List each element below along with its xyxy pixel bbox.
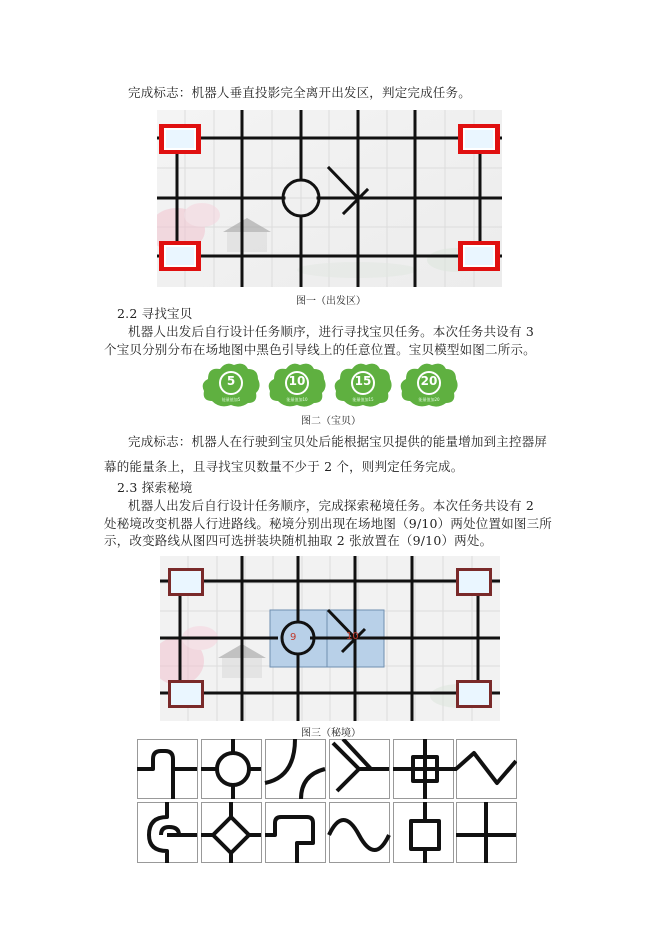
section-2-completion-line2: 幕的能量条上，且寻找宝贝数量不少于 2 个，则判定任务完成。 bbox=[104, 459, 464, 474]
figure-1-caption: 图一（出发区） bbox=[296, 296, 366, 307]
section-3-heading: 2.3 探索秘境 bbox=[117, 480, 193, 495]
treasure-label: 能量值加20 bbox=[418, 397, 440, 402]
start-zone-map-graphic bbox=[157, 110, 502, 287]
figure-1-start-zone-map bbox=[157, 110, 502, 287]
path-tile-set bbox=[137, 739, 517, 863]
treasure-badge bbox=[398, 361, 460, 411]
section-3-para-line2: 处秘境改变机器人行进路线。秘境分别出现在场地图（9/10）两处位置如图三所 bbox=[104, 516, 552, 531]
treasure-badge bbox=[200, 361, 262, 411]
treasure-badge-row bbox=[200, 361, 462, 411]
section-3-para-line1: 机器人出发后自行设计任务顺序，完成探索秘境任务。本次任务共设有 2 bbox=[128, 498, 535, 513]
treasure-badge bbox=[266, 361, 328, 411]
treasure-value: 5 bbox=[226, 374, 236, 388]
section-3-para-line3: 示，改变路线从图四可选拼装块随机抽取 2 张放置在（9/10）两处。 bbox=[104, 533, 493, 548]
figure-2-caption: 图二（宝贝） bbox=[301, 416, 361, 427]
treasure-value: 15 bbox=[354, 374, 372, 388]
secret-realm-map-graphic bbox=[160, 556, 500, 721]
treasure-value: 10 bbox=[288, 374, 306, 388]
treasure-value: 20 bbox=[420, 374, 438, 388]
treasure-label: 能量值加10 bbox=[286, 397, 308, 402]
treasure-label: 能量值加5 bbox=[221, 397, 241, 402]
figure-3-caption: 图三（秘境） bbox=[301, 728, 361, 739]
completion-criteria-text-1: 完成标志：机器人垂直投影完全离开出发区，判定完成任务。 bbox=[128, 85, 471, 100]
section-2-para-line1: 机器人出发后自行设计任务顺序，进行寻找宝贝任务。本次任务共设有 3 bbox=[128, 324, 535, 339]
section-2-para-line2: 个宝贝分别分布在场地图中黑色引导线上的任意位置。宝贝模型如图二所示。 bbox=[104, 342, 536, 357]
treasure-label: 能量值加15 bbox=[352, 397, 374, 402]
path-tile-grid bbox=[137, 739, 517, 863]
secret-zone-label-9: 9 bbox=[290, 632, 297, 643]
figure-3-secret-realm-map bbox=[160, 556, 500, 721]
secret-zone-label-10: 10 bbox=[346, 631, 359, 642]
treasure-badge bbox=[332, 361, 394, 411]
section-2-completion-line1: 完成标志：机器人在行驶到宝贝处后能根据宝贝提供的能量增加到主控器屏 bbox=[128, 434, 548, 449]
section-2-heading: 2.2 寻找宝贝 bbox=[117, 306, 193, 321]
